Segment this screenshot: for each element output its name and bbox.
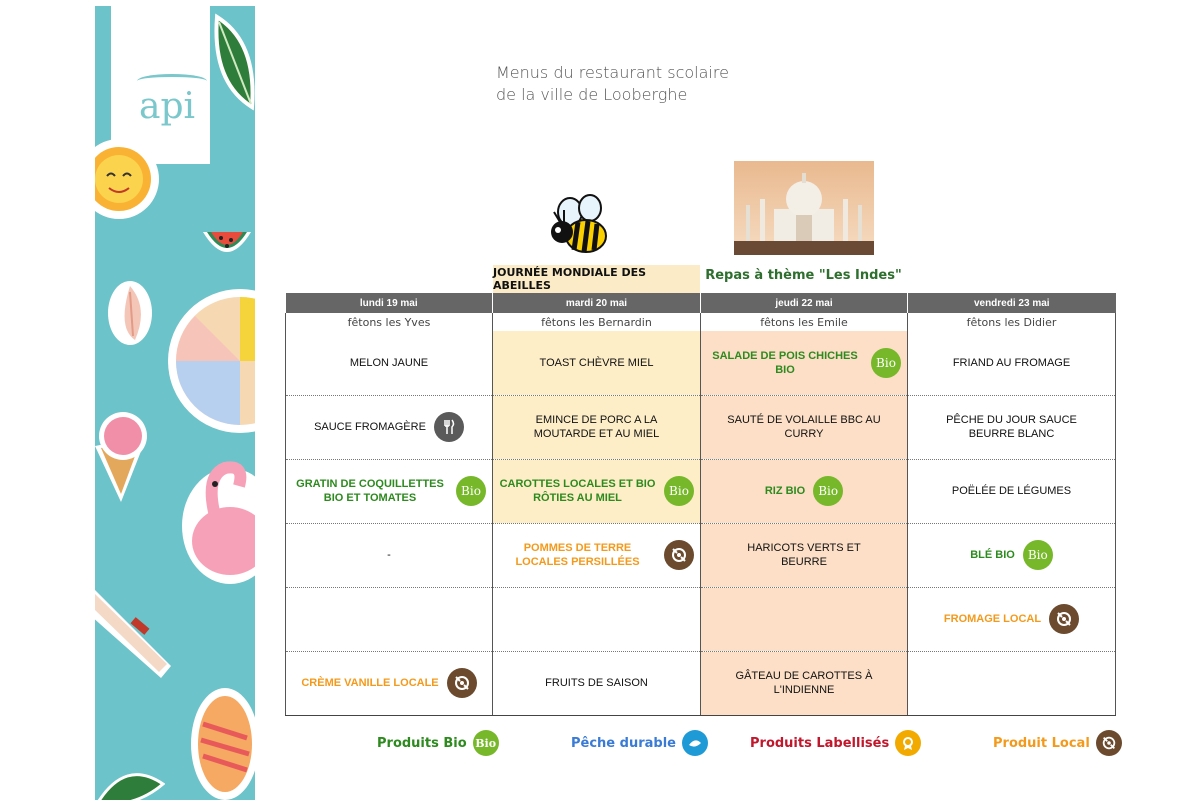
dish-text: SALADE DE POIS CHICHES BIO xyxy=(712,349,858,376)
bio-badge-icon: Bio xyxy=(871,348,901,378)
legend-labellises xyxy=(750,730,921,756)
menu-cell xyxy=(701,395,908,459)
saint-friday: fêtons les Didier xyxy=(908,313,1116,331)
menu-table xyxy=(285,293,1116,716)
saint-thursday: fêtons les Emile xyxy=(701,313,908,331)
dish-text: CRÈME VANILLE LOCALE xyxy=(301,677,439,689)
menu-cell xyxy=(286,331,493,395)
legend-peche-label: Pêche durable xyxy=(571,735,676,751)
menu-cell xyxy=(701,459,908,523)
menu-cell xyxy=(701,587,908,651)
day-header-tuesday: mardi 20 mai xyxy=(493,293,701,313)
menu-cell xyxy=(701,651,908,715)
dish-text: - xyxy=(387,549,391,561)
label-icon xyxy=(895,730,921,756)
menu-cell xyxy=(701,331,908,395)
menu-cell xyxy=(493,523,701,587)
menu-cell xyxy=(493,459,701,523)
fish-icon xyxy=(682,730,708,756)
bee-icon xyxy=(544,192,614,262)
menu-cell xyxy=(286,587,493,651)
legend-bio-label: Produits Bio xyxy=(377,735,467,751)
saint-monday: fêtons les Yves xyxy=(286,313,493,331)
legend-local-label: Produit Local xyxy=(993,735,1090,751)
menu-cell xyxy=(286,459,493,523)
ice-cream-icon xyxy=(95,406,151,506)
dish-text: SAUTÉ DE VOLAILLE BBC AU CURRY xyxy=(727,414,881,440)
dish-text: GÂTEAU DE CAROTTES À L'INDIENNE xyxy=(735,670,873,696)
legend-peche xyxy=(571,730,708,756)
dish-text: TOAST CHÈVRE MIEL xyxy=(539,356,654,369)
menu-cell xyxy=(493,395,701,459)
menu-cell xyxy=(908,459,1116,523)
bio-badge-icon: Bio xyxy=(1023,540,1053,570)
bio-badge-icon: Bio xyxy=(813,476,843,506)
saint-tuesday: fêtons les Bernardin xyxy=(493,313,701,331)
dish-text: SAUCE FROMAGÈRE xyxy=(314,421,426,433)
dish-text: POËLÉE DE LÉGUMES xyxy=(951,485,1072,497)
title-line-2: de la ville de Looberghe xyxy=(496,85,688,104)
menu-cell xyxy=(493,587,701,651)
title-line-1: Menus du restaurant scolaire xyxy=(496,63,729,82)
menu-cell xyxy=(908,331,1116,395)
dish-text: BLÉ BIO xyxy=(970,549,1015,561)
menu-cell xyxy=(908,523,1116,587)
local-product-icon xyxy=(1049,604,1079,634)
taj-mahal-image xyxy=(734,161,874,255)
shell-icon xyxy=(105,278,155,348)
dish-text: FRIAND AU FROMAGE xyxy=(952,356,1071,369)
menu-cell xyxy=(286,395,493,459)
theme-indes-label: Repas à thème "Les Indes" xyxy=(705,268,902,283)
page-title xyxy=(496,62,729,106)
menu-cell xyxy=(908,587,1116,651)
dish-text: HARICOTS VERTS ET BEURRE xyxy=(747,542,861,568)
legend-labellises-label: Produits Labellisés xyxy=(750,735,890,751)
flamingo-icon xyxy=(175,446,255,586)
menu-cell xyxy=(701,523,908,587)
flip-flop-icon xyxy=(181,684,255,800)
menu-cell xyxy=(286,523,493,587)
legend-local xyxy=(993,730,1122,756)
decorative-banner xyxy=(95,6,255,800)
bio-badge-icon: Bio xyxy=(456,476,486,506)
menu-cell xyxy=(908,651,1116,715)
bio-badge-icon: Bio xyxy=(664,476,694,506)
sun-icon xyxy=(95,124,169,234)
menu-cell xyxy=(493,651,701,715)
beach-ball-icon xyxy=(155,286,255,436)
local-product-icon xyxy=(447,668,477,698)
legend-bio xyxy=(377,730,499,756)
local-product-icon xyxy=(664,540,694,570)
watermelon-icon xyxy=(199,202,255,262)
theme-bees-label: JOURNÉE MONDIALE DES ABEILLES xyxy=(493,265,700,293)
airplane-icon xyxy=(95,566,181,686)
dish-text: PÊCHE DU JOUR SAUCE BEURRE BLANC xyxy=(946,414,1077,440)
day-header-thursday: jeudi 22 mai xyxy=(701,293,908,313)
menu-cell xyxy=(493,331,701,395)
local-product-icon xyxy=(1096,730,1122,756)
dish-text: GRATIN DE COQUILLETTES BIO ET TOMATES xyxy=(296,478,444,504)
bio-badge-icon: Bio xyxy=(473,730,499,756)
dish-text: EMINCE DE PORC A LA MOUTARDE ET AU MIEL xyxy=(533,414,660,440)
menu-cell xyxy=(908,395,1116,459)
dish-text: RIZ BIO xyxy=(764,485,806,497)
logo-text: api xyxy=(139,86,196,127)
dish-text: CAROTTES LOCALES ET BIO RÔTIES AU MIEL xyxy=(499,478,656,504)
fork-label-icon xyxy=(434,412,464,442)
dish-text: FROMAGE LOCAL xyxy=(943,613,1042,625)
dish-text: MELON JAUNE xyxy=(349,356,429,369)
leaf-bottom-icon xyxy=(95,764,165,800)
day-header-friday: vendredi 23 mai xyxy=(908,293,1116,313)
dish-text: FRUITS DE SAISON xyxy=(545,677,648,689)
menu-cell xyxy=(286,651,493,715)
day-header-monday: lundi 19 mai xyxy=(286,293,493,313)
dish-text: POMMES DE TERRE LOCALES PERSILLÉES xyxy=(515,542,640,568)
leaf-icon xyxy=(207,12,255,112)
